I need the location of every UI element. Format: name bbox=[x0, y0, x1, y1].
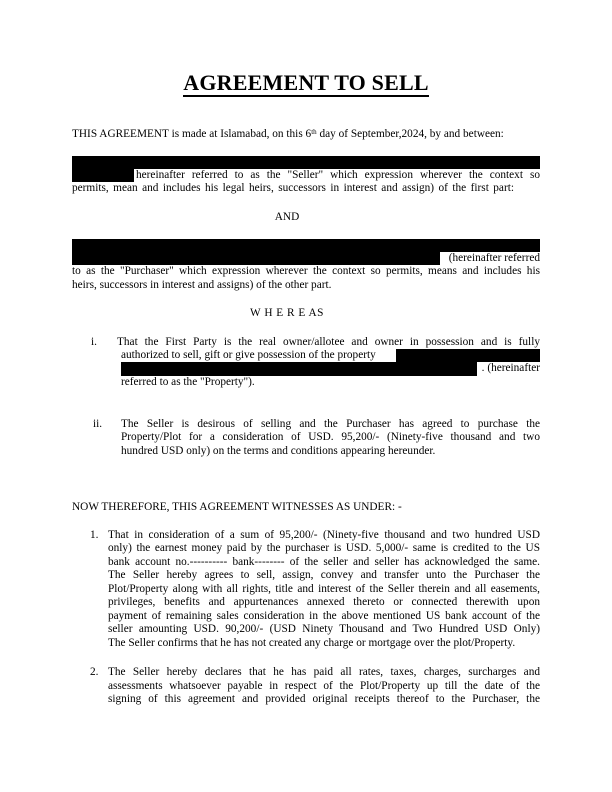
whereas-i-line-3: . (hereinafter bbox=[481, 362, 540, 374]
clause-marker-2: 2. bbox=[90, 666, 99, 678]
clause-2-line-2: assessments whatsoever payable in respect of the Plot/Property up till the date of the bbox=[108, 680, 540, 692]
whereas-i-line-1: That the First Party is the real owner/allotee and owner in possession and is fully bbox=[117, 336, 540, 348]
clause-2-line-1: The Seller hereby declares that he has paid all rates, taxes, charges, surcharges and bbox=[108, 666, 540, 678]
purchaser-line-2: (hereinafter referred bbox=[448, 252, 540, 264]
seller-line-3: permits, mean and includes his legal heirs, successors in interest and assign) of the first part: bbox=[72, 182, 514, 194]
intro-line: THIS AGREEMENT is made at Islamabad, on this 6th day of September,2024, by and between: bbox=[72, 128, 504, 140]
document-title: AGREEMENT TO SELL bbox=[183, 70, 429, 95]
redacted-property-description-continued bbox=[121, 362, 477, 376]
redacted-purchaser-name-continued bbox=[72, 252, 440, 265]
whereas-marker-ii: ii. bbox=[93, 418, 103, 430]
redacted-property-description bbox=[396, 349, 540, 362]
purchaser-line-3: to as the "Purchaser" which expression wherever the context so permits, means and includes his bbox=[72, 265, 540, 277]
whereas-heading: W H E R E AS bbox=[250, 307, 324, 319]
witnesses-heading: NOW THEREFORE, THIS AGREEMENT WITNESSES AS UNDER: - bbox=[72, 501, 402, 513]
redacted-seller-name bbox=[72, 156, 540, 169]
redacted-purchaser-name bbox=[72, 239, 540, 252]
clause-1-line-5: Plot/Property along with all rights, title and interest of the Seller therein and all easements, bbox=[108, 583, 540, 595]
whereas-ii-line-3: hundred USD only) on the terms and conditions appearing hereunder. bbox=[121, 445, 436, 457]
clause-1-line-7: payment of remaining sales consideration in the above mentioned US bank account of the bbox=[108, 610, 540, 622]
clause-1-line-8: seller amounting USD. 90,200/- (USD Ninety Thousand and Two Hundred USD Only) bbox=[108, 623, 540, 635]
whereas-i-line-4: referred to as the "Property"). bbox=[121, 376, 255, 388]
clause-1-line-1: That in consideration of a sum of 95,200/- (Ninety-five thousand and two hundred USD bbox=[108, 529, 540, 541]
purchaser-line-4: heirs, successors in interest and assigns) of the other part. bbox=[72, 279, 332, 291]
seller-line-2: hereinafter referred to as the "Seller" which expression wherever the context so bbox=[136, 169, 540, 181]
whereas-marker-i: i. bbox=[91, 336, 97, 348]
whereas-ii-line-2: Property/Plot for a consideration of USD. 95,200/- (Ninety-five thousand and two bbox=[121, 431, 540, 443]
clause-2-line-3: signing of this agreement and provided original receipts thereof to the Purchaser, the bbox=[108, 693, 540, 705]
clause-marker-1: 1. bbox=[90, 529, 99, 541]
clause-1-line-4: The Seller hereby agrees to sell, assign, convey and transfer unto the Purchaser the bbox=[108, 569, 540, 581]
clause-1-line-2: only) the earnest money paid by the purchaser is USD. 5,000/- same is credited to the US bbox=[108, 542, 540, 554]
whereas-ii-line-1: The Seller is desirous of selling and the Purchaser has agreed to purchase the bbox=[121, 418, 540, 430]
redacted-seller-name-continued bbox=[72, 169, 134, 182]
clause-1-line-3: bank account no.---------- bank-------- of the seller and seller has acknowledged the same. bbox=[108, 556, 540, 568]
clause-1-line-9: The Seller confirms that he has not created any charge or mortgage over the plot/Property. bbox=[108, 637, 516, 649]
whereas-i-line-2: authorized to sell, gift or give possession of the property bbox=[121, 349, 376, 361]
and-separator: AND bbox=[274, 211, 300, 223]
clause-1-line-6: privileges, benefits and appurtenances annexed thereto or connected therewith upon bbox=[108, 596, 540, 608]
